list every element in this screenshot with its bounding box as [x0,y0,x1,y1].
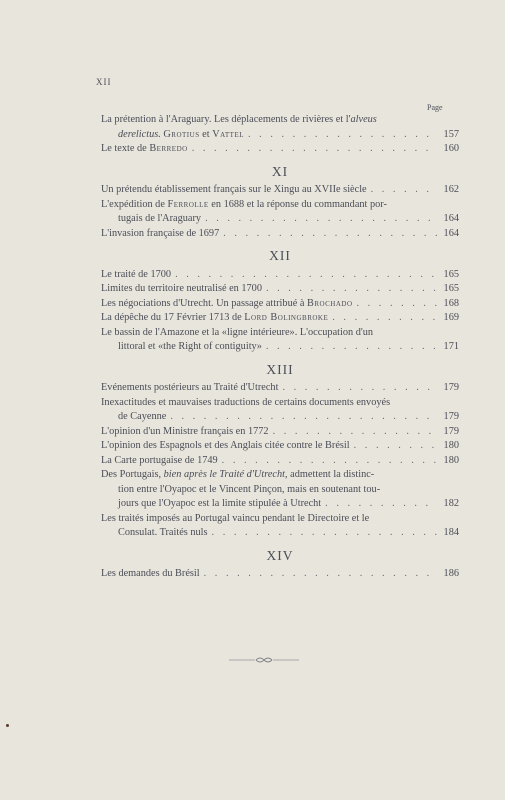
dot-leader [262,340,437,355]
toc-entry[interactable] [101,268,459,283]
dot-leader [350,439,437,454]
toc-entry-line: L'invasion française de 1697 [101,227,220,239]
toc-page-number: 180 [443,440,459,451]
toc-entry-line: Limites du territoire neutralisé en 1700 [101,283,262,294]
toc-entry[interactable] [101,454,459,469]
italic-term: derelictus. [118,128,161,140]
toc-entry-line: derelictus. Grotius et Vattel [118,128,245,140]
dot-leader [201,212,437,227]
italic-term: alveus [350,114,377,125]
toc-page-number: 179 [443,382,459,393]
toc-page-number: 165 [443,268,459,280]
toc-entry-line: Le bassin de l'Amazone et la «ligne intérieure». L'occupation d'un [101,326,374,338]
toc-entry[interactable] [101,468,459,512]
toc-entry[interactable] [101,326,459,355]
small-caps-name: Lord Bolingbroke [244,312,329,323]
ornament-divider [229,655,299,665]
toc-page-number: 179 [443,425,459,437]
toc-entry[interactable] [101,282,459,297]
dot-leader [269,425,437,440]
toc-entry-line: littoral et «the Right of contiguity» [118,341,262,352]
toc-entry[interactable] [101,512,459,541]
toc-entry-line: de Cayenne [118,411,167,422]
toc-page-number: 157 [443,128,459,140]
toc-entry-line: L'expédition de Ferrolle en 1688 et la réponse du commandant por- [101,198,387,210]
toc-entry-line: Les négociations d'Utrecht. Un passage attribué à Brochado [101,297,353,309]
toc-entry-line: Le traité de 1700 [101,268,172,280]
toc-page-number: 171 [443,341,459,352]
section-heading: XII [269,248,291,263]
small-caps-name: Ferrolle [167,198,209,210]
dot-leader [171,268,437,283]
dot-leader [166,410,437,425]
toc-entry[interactable] [101,227,459,242]
toc-page-number: 164 [443,213,459,224]
toc-entry[interactable] [101,381,459,396]
page-speck [6,724,9,727]
toc-entry-line: Inexactitudes et mauvaises traductions de certains documents envoyés [101,396,391,408]
section-heading: XIV [266,547,294,563]
toc-entry-line: Consulat. Traités nuls [118,527,208,538]
page-column-header: Page [427,103,443,112]
toc-entry-line: Le texte de Berredo [101,143,188,154]
dot-leader [208,526,437,541]
small-caps-name: Grotius [163,128,200,140]
section-heading: XI [271,163,289,179]
toc-entry-line: Les traités imposés au Portugal vaincu pendant le Directoire et le [101,512,370,524]
toc-entry[interactable] [101,113,459,142]
toc-page-number: 184 [443,527,459,538]
toc-page-number: 179 [443,411,459,422]
toc-page-number: 162 [443,184,459,195]
dot-leader [328,311,437,326]
dot-leader [278,381,437,396]
toc-entry-line: La Carte portugaise de 1749 [101,454,218,466]
small-caps-name: Vattel [212,128,245,140]
toc-page-number: 165 [443,283,459,294]
small-caps-name: Berredo [149,143,188,154]
italic-phrase: bien après le Traité d'Utrecht, [163,469,288,480]
dot-leader [188,142,437,157]
toc-page-number: 182 [443,498,459,509]
dot-leader [367,183,437,198]
dot-leader [244,128,437,143]
table-of-contents [101,113,459,582]
toc-entry-line: tugais de l'Araguary [118,213,202,224]
dot-leader [321,497,437,512]
toc-entry[interactable] [101,567,459,582]
toc-page-number: 186 [443,568,459,579]
section-heading: XIII [266,361,294,377]
toc-entry[interactable] [101,396,459,425]
dot-leader [200,567,437,582]
toc-page-number: 168 [443,297,459,309]
toc-page-number: 169 [443,312,459,323]
toc-entry[interactable] [101,425,459,440]
toc-entry[interactable] [101,311,459,326]
toc-entry-line: L'opinion d'un Ministre français en 1772 [101,425,269,437]
toc-entry-line: Evénements postérieurs au Traité d'Utrecht [101,382,279,393]
dot-leader [218,454,437,469]
toc-page-number: 160 [443,143,459,154]
dot-leader [219,227,437,242]
toc-page-number: 164 [443,227,459,239]
dot-leader [262,282,437,297]
toc-entry[interactable] [101,183,459,198]
dot-leader [353,297,438,312]
toc-entry-line: La prétention à l'Araguary. Les déplacements de rivières et l'alveus [101,114,377,125]
toc-entry-line: La dépêche du 17 Février 1713 de Lord Bolingbroke [101,312,329,323]
toc-entry-line: Des Portugais, bien après le Traité d'Utrecht, admettent la distinc- [101,469,375,480]
toc-entry[interactable] [101,439,459,454]
toc-entry[interactable] [101,297,459,312]
toc-entry-line: Les demandes du Brésil [101,568,200,579]
toc-entry-line: tion entre l'Oyapoc et le Vincent Pinçon, mais en soutenant tou- [118,483,381,495]
toc-entry[interactable] [101,198,459,227]
toc-entry-line: Un prétendu établissement français sur le Xingu au XVIIe siècle [101,184,367,195]
toc-entry[interactable] [101,142,459,157]
small-caps-name: Brochado [307,297,353,309]
folio-number: XII [96,77,112,87]
toc-entry-line: jours que l'Oyapoc est la limite stipulée à Utrecht [118,498,322,509]
toc-page-number: 180 [443,454,459,466]
toc-entry-line: L'opinion des Espagnols et des Anglais citée contre le Brésil [101,440,350,451]
